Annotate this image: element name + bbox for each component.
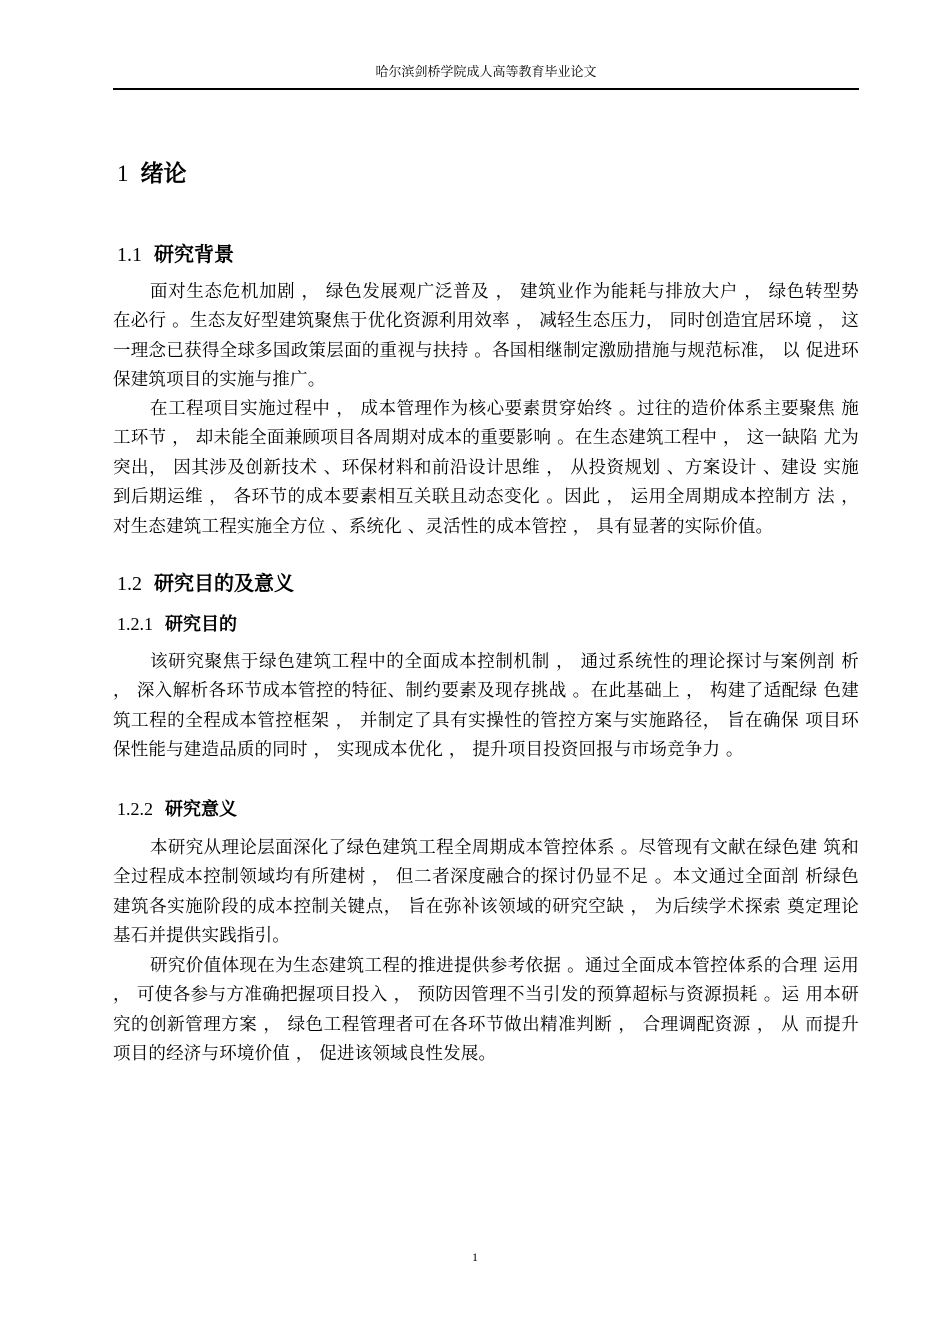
section-number: 1.1 (117, 244, 142, 266)
paragraph: 面对生态危机加剧 ， 绿色发展观广泛普及 ， 建筑业作为能耗与排放大户 ， 绿色转型势 在必行 。生态友好型建筑聚焦于优化资源利用效率 ， 减轻生态压力， 同时创造宜居环境 ， 这一理念已获得全球多国政策层面的重视与扶持 。各国相继制定激励措施与规范标准， 以 促进环保建筑项目的实施与推广。 (113, 282, 859, 391)
paragraph: 研究价值体现在为生态建筑工程的推进提供参考依据 。通过全面成本管控体系的合理 运用 ， 可使各参与方准确把握项目投入 ， 预防因管理不当引发的预算超标与资源损耗 。运 用本研究的创新管理方案 ， 绿色工程管理者可在各环节做出精准判断 ， 合理调配资源 ， 从 而提升项目的经济与环境价值 ， 促进该领域良性发展。 (113, 956, 859, 1065)
section-title: 研究背景 (154, 242, 234, 266)
subsection-title: 研究意义 (165, 799, 237, 820)
section-title: 研究目的及意义 (154, 571, 294, 595)
section-number: 1.2 (117, 573, 142, 595)
subsection-heading-1-2-1 (117, 611, 237, 638)
paragraph: 在工程项目实施过程中 ， 成本管理作为核心要素贯穿始终 。过往的造价体系主要聚焦 施工环节 ， 却未能全面兼顾项目各周期对成本的重要影响 。在生态建筑工程中 ， 这一缺陷 尤为突出， 因其涉及创新技术 、环保材料和前沿设计思维 ， 从投资规划 、方案设计 、建设 实施到后期运维 ， 各环节的成本要素相互关联且动态变化 。因此 ， 运用全周期成本控制方 法 ， 对生态建筑工程实施全方位 、系统化 、灵活性的成本管控 ， 具有显著的实际价值。 (113, 399, 859, 537)
page-number: 1 (472, 1250, 478, 1264)
running-header: 哈尔滨剑桥学院成人高等教育毕业论文 (113, 64, 859, 90)
chapter-heading (117, 158, 187, 190)
chapter-number: 1 (117, 161, 129, 186)
section-heading-1-2 (117, 569, 294, 598)
chapter-title: 绪论 (140, 161, 187, 187)
subsection-heading-1-2-2 (117, 796, 237, 823)
subsection-title: 研究目的 (165, 614, 237, 635)
subsection-number: 1.2.2 (117, 799, 153, 819)
paragraph: 该研究聚焦于绿色建筑工程中的全面成本控制机制 ， 通过系统性的理论探讨与案例剖 析 ， 深入解析各环节成本管控的特征、制约要素及现存挑战 。在此基础上 ， 构建了适配绿 色建筑工程的全程成本管控框架 ， 并制定了具有实操性的管控方案与实施路径， 旨在确保 项目环保性能与建造品质的同时 ， 实现成本优化 ， 提升项目投资回报与市场竞争力 。 (113, 652, 859, 761)
paragraph: 本研究从理论层面深化了绿色建筑工程全周期成本管控体系 。尽管现有文献在绿色建 筑和全过程成本控制领域均有所建树 ， 但二者深度融合的探讨仍显不足 。本文通过全面剖 析绿色建筑各实施阶段的成本控制关键点， 旨在弥补该领域的研究空缺 ， 为后续学术探索 奠定理论基石并提供实践指引。 (113, 838, 859, 947)
subsection-number: 1.2.1 (117, 614, 153, 634)
section-heading-1-1 (117, 240, 234, 269)
